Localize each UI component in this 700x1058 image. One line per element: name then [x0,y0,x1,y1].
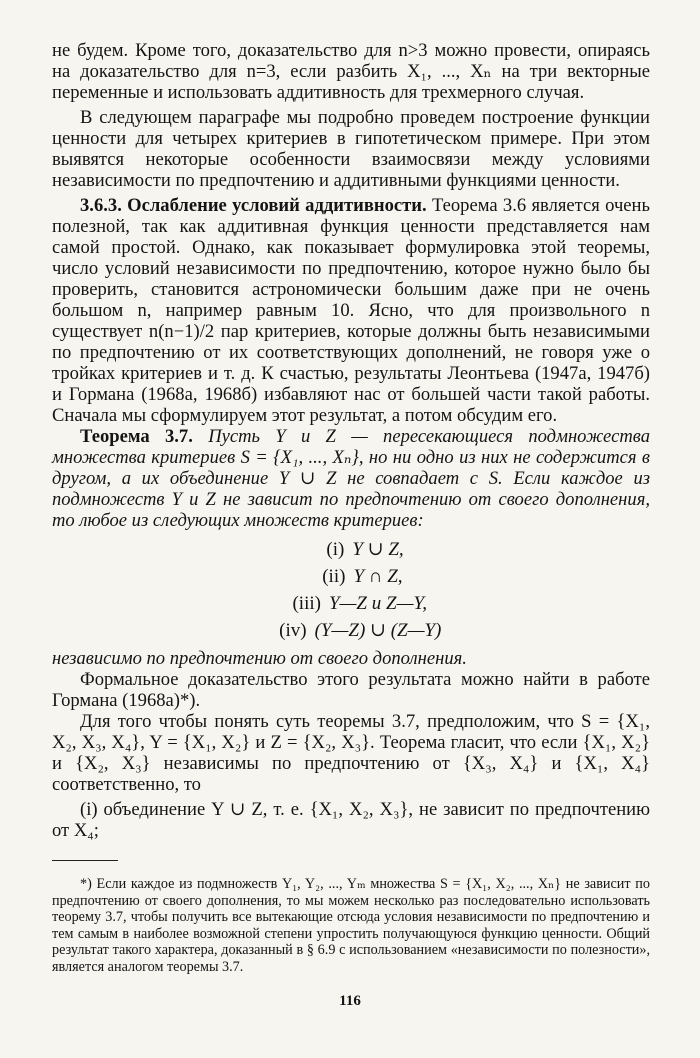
theorem-text: Пусть Y и Z — пересекающиеся подмножества множества критериев S = {X₁, ..., Xₙ}, но ни одно из них не содержится в другом, а их объединение Y ∪ Z не совпадает с S. Если каждое из подмножеств Y и Z не зависит по предпочтению от своего дополнения, то любое из следующих множеств критериев: [52,426,650,531]
formula-expr: Y ∪ Z, [352,539,404,560]
section-heading: 3.6.3. Ослабление условий аддитивности. [80,195,427,216]
formula-expr: Y ∩ Z, [353,566,403,587]
footnote [52,876,650,976]
formula-label: (ii) [322,566,346,587]
theorem-conclusion [52,648,650,669]
paragraph-2: В следующем параграфе мы подробно проведем построение функции ценности для четырех критериев в гипотетическом примере. При этом выявятся некоторые особенности взаимосвязи между условиями независимости по предпочтению и аддитивными функциями ценности. [52,107,650,191]
formula-item [52,590,650,617]
section-paragraph [52,195,650,426]
formula-label: (i) [326,539,345,560]
formula-item [52,563,650,590]
formula-item [52,617,650,644]
paragraph-1: не будем. Кроме того, доказательство для n>3 можно провести, опираясь на доказательство для n=3, если разбить X₁, ..., Xₙ на три векторные переменные и использовать аддитивность для трехмерного случая. [52,40,650,103]
paragraph-proof-ref: Формальное доказательство этого результата можно найти в работе Гормана (1968а)*). [52,669,650,711]
footnote-divider [52,860,118,861]
theorem-conclusion-text: независимо по предпочтению от своего дополнения. [52,648,467,669]
formula-label: (iii) [292,593,321,614]
paragraph-item-i: (i) объединение Y ∪ Z, т. е. {X₁, X₂, X₃}, не зависит по предпочтению от X₄; [52,799,650,841]
formula-expr: Y—Z и Z—Y, [328,593,428,614]
formula-expr: (Y—Z) ∪ (Z—Y) [314,620,442,641]
formula-list [52,536,650,644]
theorem-label: Теорема 3.7. [80,426,193,447]
section-text: Теорема 3.6 является очень полезной, так как аддитивная функция ценности представляется нам самой простой. Однако, как показывает формулировка этой теоремы, число условий независимости по предпочтению, которое нужно было бы проверить, становится астрономически большим даже при не очень большом n, например равным 10. Ясно, что для произвольного n существует n(n−1)/2 пар критериев, которые должны быть независимыми по предпочтению от их соответствующих дополнений, не говоря уже о тройках критериев и т. д. К счастью, результаты Леонтьева (1947а, 1947б) и Гормана (1968а, 1968б) избавляют нас от большей части такой работы. Сначала мы сформулируем этот результат, а потом обсудим его. [52,195,650,426]
main-text [52,40,650,841]
theorem [52,426,650,531]
formula-item [52,536,650,563]
formula-label: (iv) [279,620,307,641]
footnote-text: *) Если каждое из подмножеств Y₁, Y₂, ..., Yₘ множества S = {X₁, X₂, ..., Xₙ} не зависит по предпочтению от своего дополнения, то мы можем несколько раз последовательно использовать теорему 3.7, чтобы получить все вытекающие отсюда условия независимости по предпочтению и тем самым в наиболее возможной степени упростить получающуюся функцию ценности. Общий результат такого характера, доказанный в § 6.9 с использованием «независимости по полезности», является аналогом теоремы 3.7. [52,876,650,975]
paragraph-example: Для того чтобы понять суть теоремы 3.7, предположим, что S = {X₁, X₂, X₃, X₄}, Y = {X₁, X₂} и Z = {X₂, X₃}. Теорема гласит, что если {X₁, X₂} и {X₂, X₃} независимы по предпочтению от {X₃, X₄} и {X₁, X₄} соответственно, то [52,711,650,795]
page-number: 116 [339,993,361,1009]
